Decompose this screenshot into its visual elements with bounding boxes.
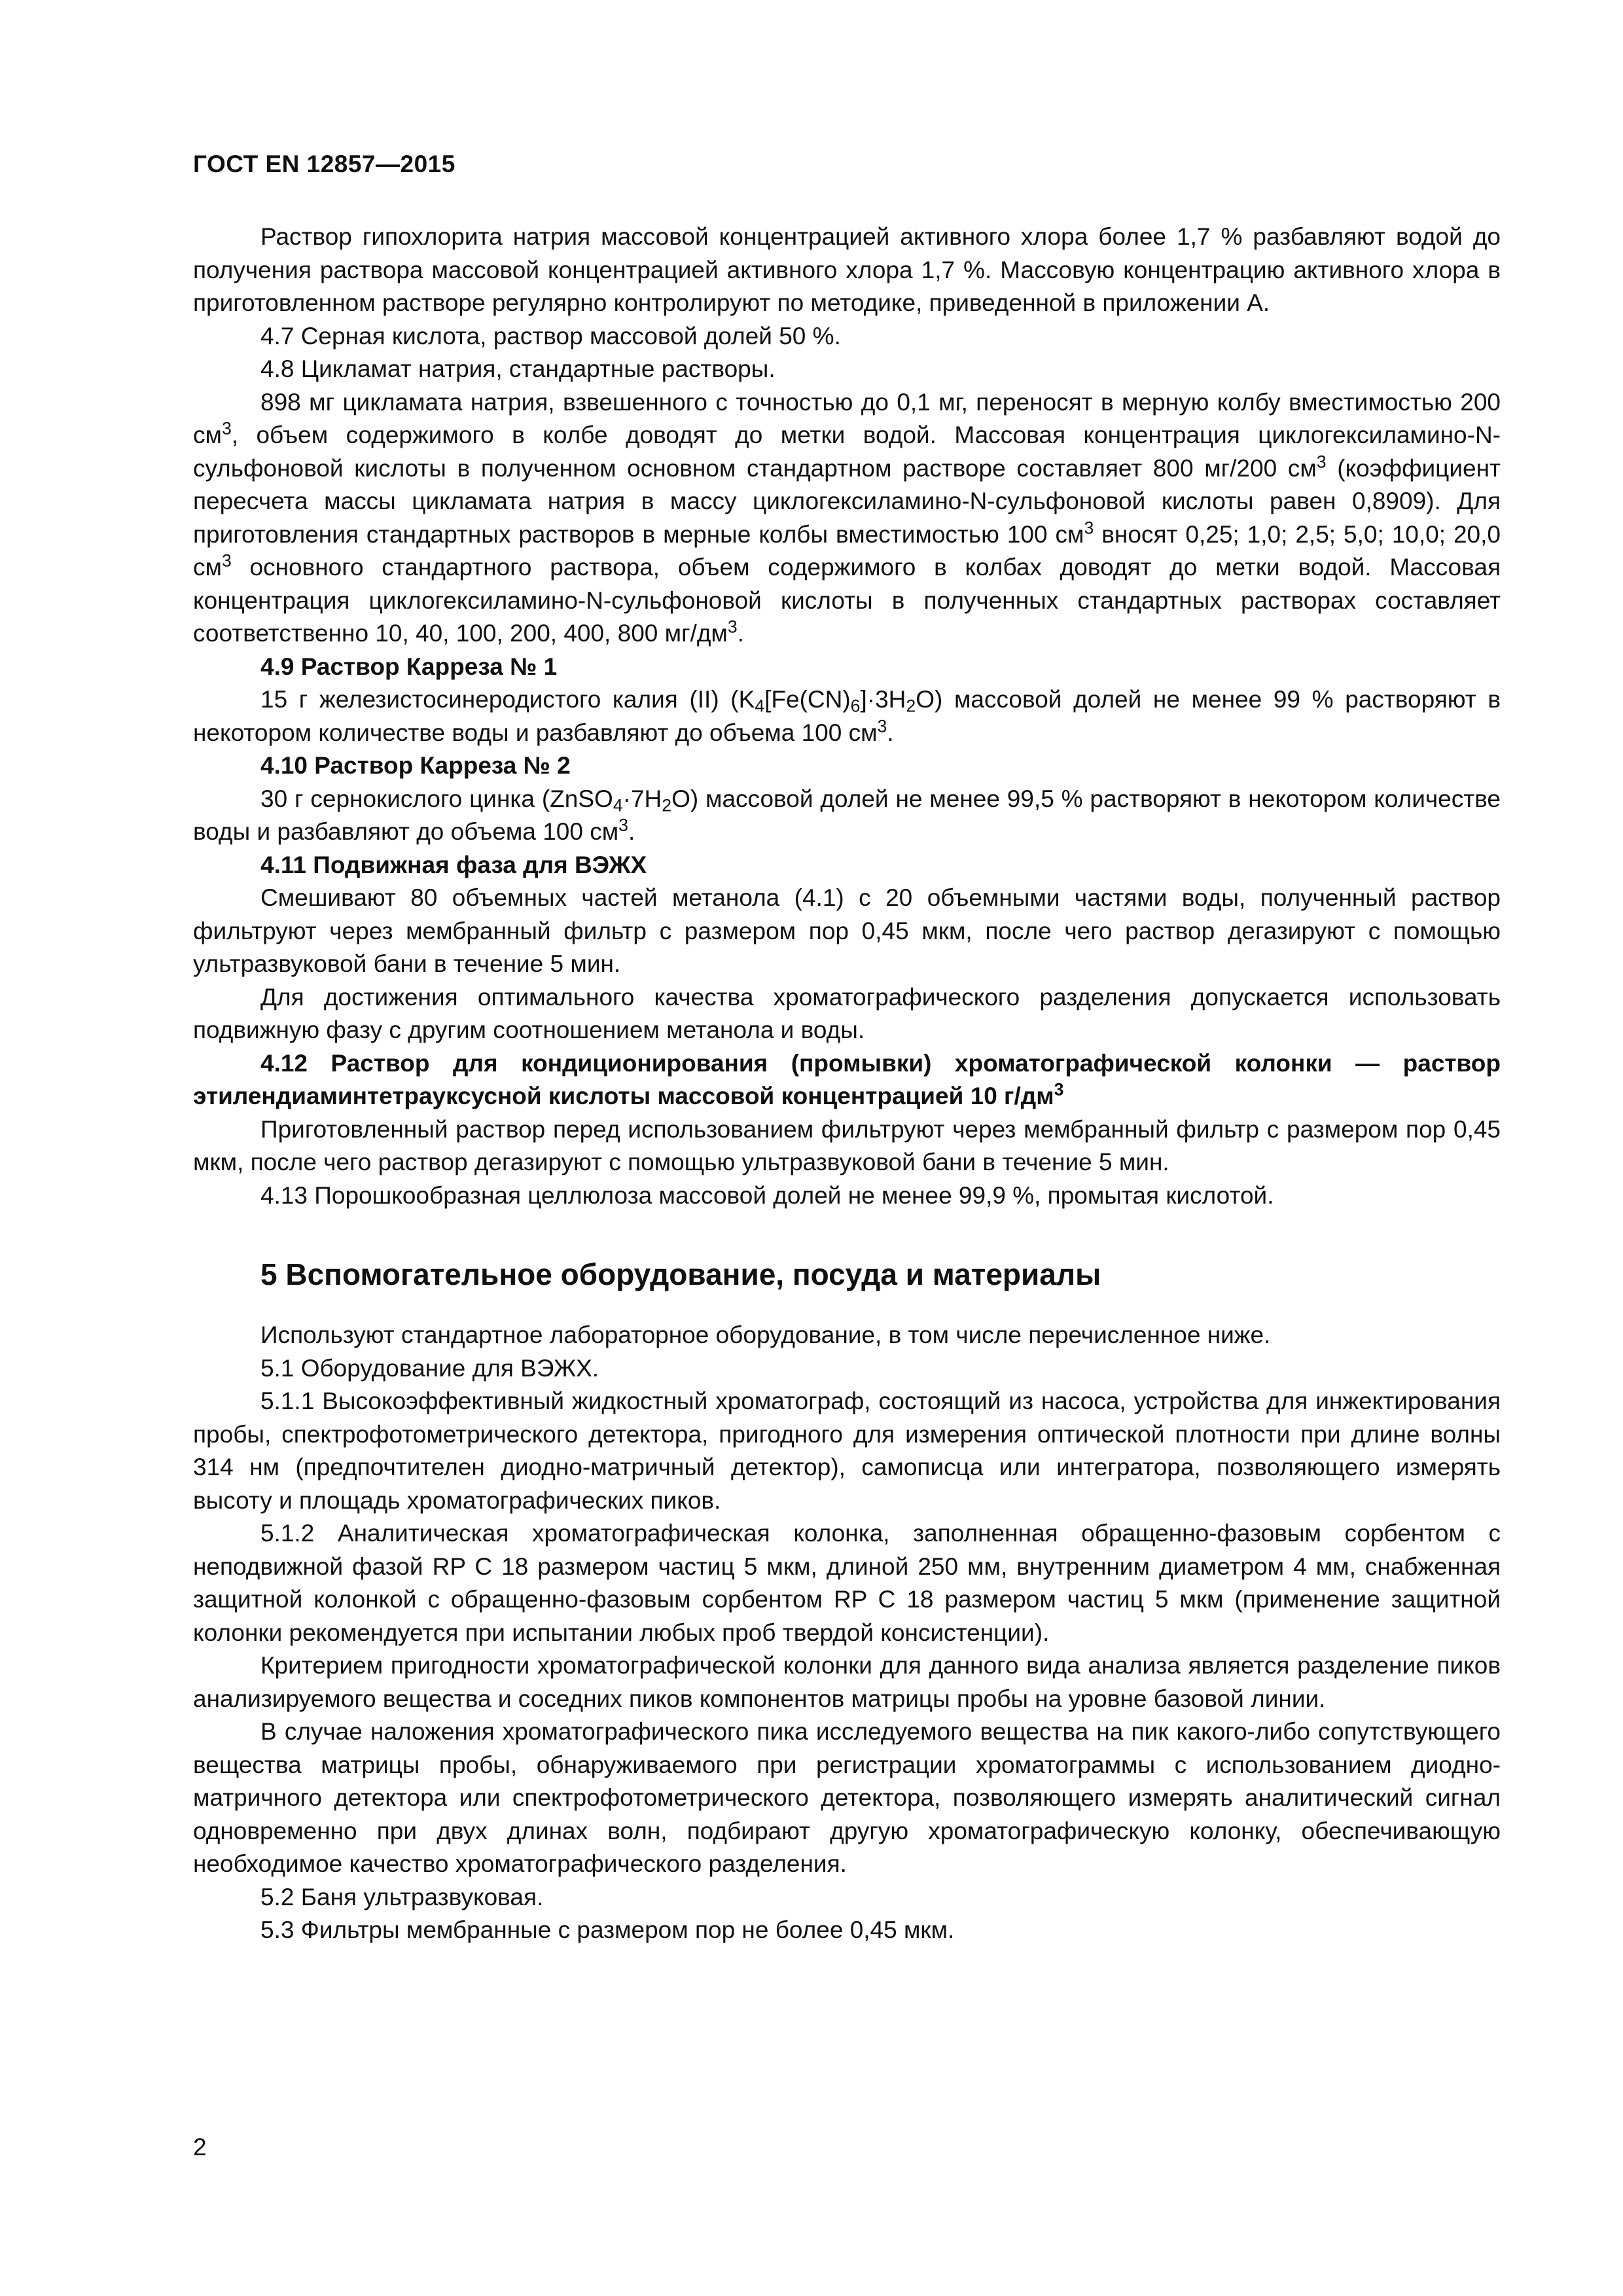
paragraph: Раствор гипохлорита натрия массовой концентрацией активного хлора более 1,7 % разбавляют водой до получения раствора массовой концентрацией активного хлора 1,7 %. Массовую концентрацию активного хлора в приготовленном растворе регулярно контролируют по методике, приведенной в приложении А.: [193, 223, 1501, 316]
subsection-heading: 4.9 Раствор Карреза № 1: [260, 653, 558, 680]
subscript: 2: [906, 696, 916, 716]
paragraph: [193, 783, 1501, 849]
superscript: 3: [618, 815, 628, 835]
text-run: вносят 0,25; 1,0; 2,5; 5,0; 10,0; 20,0 см: [193, 520, 1501, 581]
paragraph: Смешивают 80 объемных частей метанола (4.1) с 20 объемными частями воды, полученный раствор фильтруют через мембранный фильтр с размером пор 0,45 мкм, после чего раствор дегазируют с помощью ультразвуковой бани в течение 5 мин.: [193, 884, 1501, 977]
text-run: основного стандартного раствора, объем содержимого в колбах доводят до метки водой. Массовая концентрация циклогексиламино-N-сульфоновой кислоты в полученных стандартных растворах составляет соответственно 10, 40, 100, 200, 400, 800 мг/дм: [193, 554, 1501, 647]
text-run: .: [737, 620, 744, 647]
page-number: 2: [193, 2134, 207, 2161]
paragraph: Критерием пригодности хроматографической колонки для данного вида анализа является разделение пиков анализируемого вещества и соседних пиков компонентов матрицы пробы на уровне базовой линии.: [193, 1652, 1501, 1712]
subscript: 2: [662, 795, 672, 816]
paragraph: 5.1.1 Высокоэффективный жидкостный хроматограф, состоящий из насоса, устройства для инжектирования пробы, спектрофотометрического детектора, пригодного для измерения оптической плотности при длине волны 314 нм (предпочтителен диодно-матричный детектор), самописца или интегратора, позволяющего измерять высоту и площадь хроматографических пиков.: [193, 1388, 1501, 1514]
paragraph: [193, 683, 1501, 749]
paragraph: Для достижения оптимального качества хроматографического разделения допускается использовать подвижную фазу с другим соотношением метанола и воды.: [193, 983, 1501, 1043]
superscript: 3: [727, 617, 738, 637]
text-run: , объем содержимого в колбе доводят до метки водой. Массовая концентрация циклогексиламино-N-сульфоновой кислоты в полученном основном стандартном растворе составляет 800 мг/200 см: [193, 422, 1501, 482]
paragraph: 4.8 Цикламат натрия, стандартные растворы.: [260, 355, 776, 382]
paragraph: 5.1.2 Аналитическая хроматографическая колонка, заполненная обращенно-фазовым сорбентом с неподвижной фазой RP C 18 размером частиц 5 мкм, длиной 250 мм, внутренним диаметром 4 мм, снабженная защитной колонкой с обращенно-фазовым сорбентом RP C 18 размером частиц 5 мкм (применение защитной колонки рекомендуется при испытании любых проб твердой консистенции).: [193, 1520, 1501, 1646]
document-body: [193, 221, 1501, 1947]
superscript: 3: [221, 418, 232, 439]
text-run: 898 мг цикламата натрия, взвешенного с точностью до 0,1 мг, переносят в мерную колбу вместимостью 200 см: [193, 388, 1501, 448]
paragraph: Используют стандартное лабораторное оборудование, в том числе перечисленное ниже.: [260, 1321, 1271, 1348]
subsection-heading: 4.10 Раствор Карреза № 2: [260, 752, 571, 779]
paragraph: Приготовленный раствор перед использованием фильтруют через мембранный фильтр с размером пор 0,45 мкм, после чего раствор дегазируют с помощью ультразвуковой бани в течение 5 мин.: [193, 1115, 1501, 1175]
text-run: 4.12 Раствор для кондиционирования (промывки) хроматографической колонки — раствор этилендиаминтетрауксусной кислоты массовой концентрацией 10 г/дм: [193, 1049, 1501, 1109]
text-run: (коэффициент пересчета массы цикламата натрия в массу циклогексиламино-N-сульфоновой кислоты равен 0,8909). Для приготовления стандартных растворов в мерные колбы вместимостью 100 см: [193, 454, 1501, 548]
superscript: 3: [1054, 1079, 1064, 1100]
paragraph: 5.2 Баня ультразвуковая.: [260, 1883, 544, 1910]
text-run: [Fe(CN): [764, 686, 851, 713]
superscript: 3: [1316, 452, 1327, 472]
superscript: 3: [877, 716, 887, 736]
section-heading: 5 Вспомогательное оборудование, посуда и материалы: [260, 1257, 1101, 1291]
text-run: ]·3H: [860, 686, 906, 713]
subscript: 4: [613, 795, 623, 816]
text-run: .: [628, 818, 635, 845]
text-run: O) массовой долей не менее 99 % растворяют в некотором количестве воды и разбавляют до объема 100 см: [193, 686, 1501, 746]
paragraph: 5.3 Фильтры мембранные с размером пор не более 0,45 мкм.: [260, 1916, 955, 1943]
text-run: ·7H: [622, 785, 662, 812]
document-header: ГОСТ EN 12857—2015: [193, 151, 455, 177]
subscript: 4: [755, 696, 765, 716]
subscript: 6: [850, 696, 861, 716]
paragraph: 4.13 Порошкообразная целлюлоза массовой долей не менее 99,9 %, промытая кислотой.: [260, 1181, 1274, 1209]
paragraph: [193, 386, 1501, 651]
superscript: 3: [1084, 518, 1094, 538]
text-run: .: [887, 719, 894, 746]
superscript: 3: [221, 550, 232, 571]
paragraph: В случае наложения хроматографического пика исследуемого вещества на пик какого-либо сопутствующего вещества матрицы пробы, обнаруживаемого при регистрации хроматограммы с использованием диодно-матричного детектора или спектрофотометрического детектора, позволяющего измерять аналитический сигнал одновременно при двух длинах волн, подбирают другую хроматографическую колонку, обеспечивающую необходимое качество хроматографического разделения.: [193, 1718, 1501, 1877]
paragraph: 4.7 Серная кислота, раствор массовой долей 50 %.: [260, 322, 841, 350]
text-run: O) массовой долей не менее 99,5 % растворяют в некотором количестве воды и разбавляют до объема 100 см: [193, 785, 1501, 845]
text-run: 30 г сернокислого цинка (ZnSO: [260, 785, 613, 812]
paragraph: 5.1 Оборудование для ВЭЖХ.: [260, 1354, 599, 1382]
text-run: 15 г железистосинеродистого калия (II) (K: [260, 686, 755, 713]
subsection-heading: [193, 1047, 1501, 1113]
subsection-heading: 4.11 Подвижная фаза для ВЭЖХ: [260, 851, 647, 878]
